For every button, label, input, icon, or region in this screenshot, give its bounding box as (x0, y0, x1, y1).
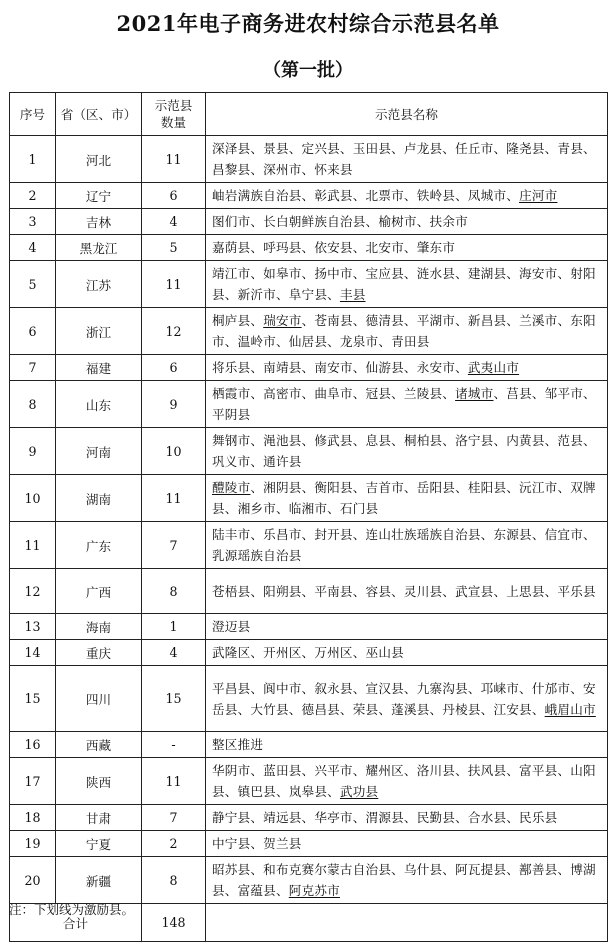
row-province: 山东 (56, 381, 142, 428)
table-row (10, 308, 608, 355)
row-county-list (206, 381, 608, 428)
row-index: 2 (10, 183, 56, 209)
row-index: 10 (10, 475, 56, 522)
header-count-line1: 示范县 (154, 98, 193, 113)
row-index: 1 (10, 136, 56, 183)
row-county-list (206, 261, 608, 308)
row-index: 13 (10, 614, 56, 640)
row-province: 海南 (56, 614, 142, 640)
row-province: 新疆 (56, 857, 142, 904)
row-province: 湖南 (56, 475, 142, 522)
table-row (10, 183, 608, 209)
row-county-list (206, 805, 608, 831)
incentive-county: 峨眉山市 (544, 701, 596, 717)
row-count: 11 (142, 136, 206, 183)
row-county-list (206, 666, 608, 732)
row-county-list (206, 355, 608, 381)
row-province: 辽宁 (56, 183, 142, 209)
row-county-list (206, 235, 608, 261)
row-index: 11 (10, 522, 56, 569)
table-row (10, 569, 608, 614)
row-count: 8 (142, 569, 206, 614)
row-county-list (206, 758, 608, 805)
row-count: 11 (142, 261, 206, 308)
row-county-list (206, 522, 608, 569)
row-county-list (206, 183, 608, 209)
row-county-list (206, 614, 608, 640)
row-county-list (206, 640, 608, 666)
county-text: 陆丰市、乐昌市、封开县、连山壮族瑶族自治县、东源县、信宜市、乳源瑶族自治县 (212, 527, 596, 563)
row-index: 17 (10, 758, 56, 805)
row-index: 5 (10, 261, 56, 308)
row-province: 黑龙江 (56, 235, 142, 261)
row-count: 2 (142, 831, 206, 857)
county-text: 栖霞市、高密市、曲阜市、冠县、兰陵县、 (212, 386, 456, 401)
row-count: 5 (142, 235, 206, 261)
row-count: - (142, 732, 206, 758)
row-index: 9 (10, 428, 56, 475)
row-province: 重庆 (56, 640, 142, 666)
table-row (10, 805, 608, 831)
table-row (10, 475, 608, 522)
row-index: 8 (10, 381, 56, 428)
document-title: 2021年电子商务进农村综合示范县名单 (116, 11, 500, 36)
incentive-county: 丰县 (339, 287, 366, 302)
document-subtitle: （第一批） (263, 60, 353, 81)
incentive-county: 瑞安市 (263, 313, 302, 328)
footnote: 注：下划线为激励县。 (9, 902, 135, 917)
row-province: 广西 (56, 569, 142, 614)
table-row (10, 614, 608, 640)
county-text: 平昌县、阆中市、叙永县、宣汉县、九寨沟县、邛崃市、什邡市、安岳县、大竹县、德昌县、荣县、蓬溪县、丹棱县、江安县、 (212, 680, 596, 717)
row-province: 陕西 (56, 758, 142, 805)
row-count: 8 (142, 857, 206, 904)
row-count: 1 (142, 614, 206, 640)
row-index: 15 (10, 666, 56, 732)
row-index: 16 (10, 732, 56, 758)
row-province: 福建 (56, 355, 142, 381)
county-text: 桐庐县、 (212, 313, 264, 328)
row-county-list (206, 428, 608, 475)
table-row (10, 428, 608, 475)
total-value: 148 (142, 904, 206, 942)
row-county-list (206, 831, 608, 857)
county-text: 整区推进 (212, 737, 264, 752)
row-index: 14 (10, 640, 56, 666)
table-row (10, 261, 608, 308)
row-province: 宁夏 (56, 831, 142, 857)
row-index: 20 (10, 857, 56, 904)
incentive-county: 庄河市 (519, 188, 558, 203)
total-label: 合计 (10, 904, 142, 942)
row-province: 四川 (56, 666, 142, 732)
row-index: 19 (10, 831, 56, 857)
incentive-county: 武夷山市 (467, 360, 520, 375)
county-text: 深泽县、景县、定兴县、玉田县、卢龙县、任丘市、隆尧县、青县、昌黎县、深州市、怀来县 (212, 141, 596, 177)
incentive-county: 阿克苏市 (288, 883, 340, 898)
row-county-list (206, 209, 608, 235)
county-text: 舞钢市、渑池县、修武县、息县、桐柏县、洛宁县、内黄县、范县、巩义市、通许县 (212, 433, 596, 469)
row-province: 浙江 (56, 308, 142, 355)
county-text: 华阴市、蓝田县、兴平市、耀州区、洛川县、扶风县、富平县、山阳县、镇巴县、岚皋县、 (212, 763, 596, 799)
row-index: 4 (10, 235, 56, 261)
row-count: 6 (142, 183, 206, 209)
county-text: 澄迈县 (212, 619, 251, 634)
table-row (10, 732, 608, 758)
table-row (10, 235, 608, 261)
header-names: 示范县名称 (206, 93, 608, 136)
county-text: 中宁县、贺兰县 (212, 836, 302, 851)
county-text: 图们市、长白朝鲜族自治县、榆树市、扶余市 (212, 214, 468, 229)
county-text: 苍梧县、阳朔县、平南县、容县、灵川县、武宣县、上思县、平乐县 (212, 583, 596, 599)
row-index: 6 (10, 308, 56, 355)
incentive-county: 诸城市 (455, 386, 494, 401)
row-province: 江苏 (56, 261, 142, 308)
row-count: 6 (142, 355, 206, 381)
table-row (10, 355, 608, 381)
row-count: 11 (142, 475, 206, 522)
row-county-list (206, 136, 608, 183)
table-row (10, 857, 608, 904)
row-province: 河北 (56, 136, 142, 183)
row-county-list (206, 857, 608, 904)
header-count (142, 93, 206, 136)
row-index: 7 (10, 355, 56, 381)
county-text: 嘉荫县、呼玛县、依安县、北安市、肇东市 (212, 240, 456, 255)
county-text: 、湘阴县、衡阳县、吉首市、岳阳县、桂阳县、沅江市、双牌县、湘乡市、临湘市、石门县 (212, 480, 596, 516)
row-index: 18 (10, 805, 56, 831)
row-count: 11 (142, 758, 206, 805)
row-count: 4 (142, 209, 206, 235)
header-province: 省（区、市） (56, 93, 142, 136)
row-province: 河南 (56, 428, 142, 475)
row-count: 7 (142, 522, 206, 569)
table-row (10, 758, 608, 805)
row-county-list (206, 732, 608, 758)
incentive-county: 醴陵市 (212, 480, 251, 495)
row-count: 10 (142, 428, 206, 475)
row-province: 西藏 (56, 732, 142, 758)
table-row (10, 381, 608, 428)
county-text: 、莒县、邹平市、平阴县 (212, 386, 596, 422)
row-county-list (206, 308, 608, 355)
county-table (9, 92, 608, 942)
county-text: 将乐县、南靖县、南安市、仙游县、永安市、 (212, 360, 468, 375)
county-text: 昭苏县、和布克赛尔蒙古自治县、乌什县、阿瓦提县、鄯善县、博湖县、富蕴县、 (212, 862, 596, 898)
county-text: 、苍南县、德清县、平湖市、新昌县、兰溪市、东阳市、温岭市、仙居县、龙泉市、青田县 (212, 313, 596, 349)
row-index: 3 (10, 209, 56, 235)
table-row (10, 522, 608, 569)
county-text: 岫岩满族自治县、彰武县、北票市、铁岭县、凤城市、 (212, 188, 520, 203)
row-count: 9 (142, 381, 206, 428)
row-count: 12 (142, 308, 206, 355)
incentive-county: 武功县 (339, 784, 379, 799)
header-count-line2: 数量 (160, 115, 187, 130)
table-row (10, 640, 608, 666)
row-count: 15 (142, 666, 206, 732)
row-county-list (206, 569, 608, 614)
table-body (10, 136, 608, 904)
table-row (10, 136, 608, 183)
county-text: 静宁县、靖远县、华亭市、渭源县、民勤县、合水县、民乐县 (212, 810, 558, 825)
row-province: 吉林 (56, 209, 142, 235)
county-text: 武隆区、开州区、万州区、巫山县 (212, 645, 404, 660)
county-text: 靖江市、如皋市、扬中市、宝应县、涟水县、建湖县、海安市、射阳县、新沂市、阜宁县、 (212, 266, 596, 302)
row-county-list (206, 475, 608, 522)
row-province: 甘肃 (56, 805, 142, 831)
row-province: 广东 (56, 522, 142, 569)
table-row (10, 666, 608, 732)
row-count: 4 (142, 640, 206, 666)
row-index: 12 (10, 569, 56, 614)
total-empty-cell (206, 904, 608, 942)
header-index: 序号 (10, 93, 56, 136)
table-header-row (10, 93, 608, 136)
row-count: 7 (142, 805, 206, 831)
table-row (10, 209, 608, 235)
table-row (10, 831, 608, 857)
